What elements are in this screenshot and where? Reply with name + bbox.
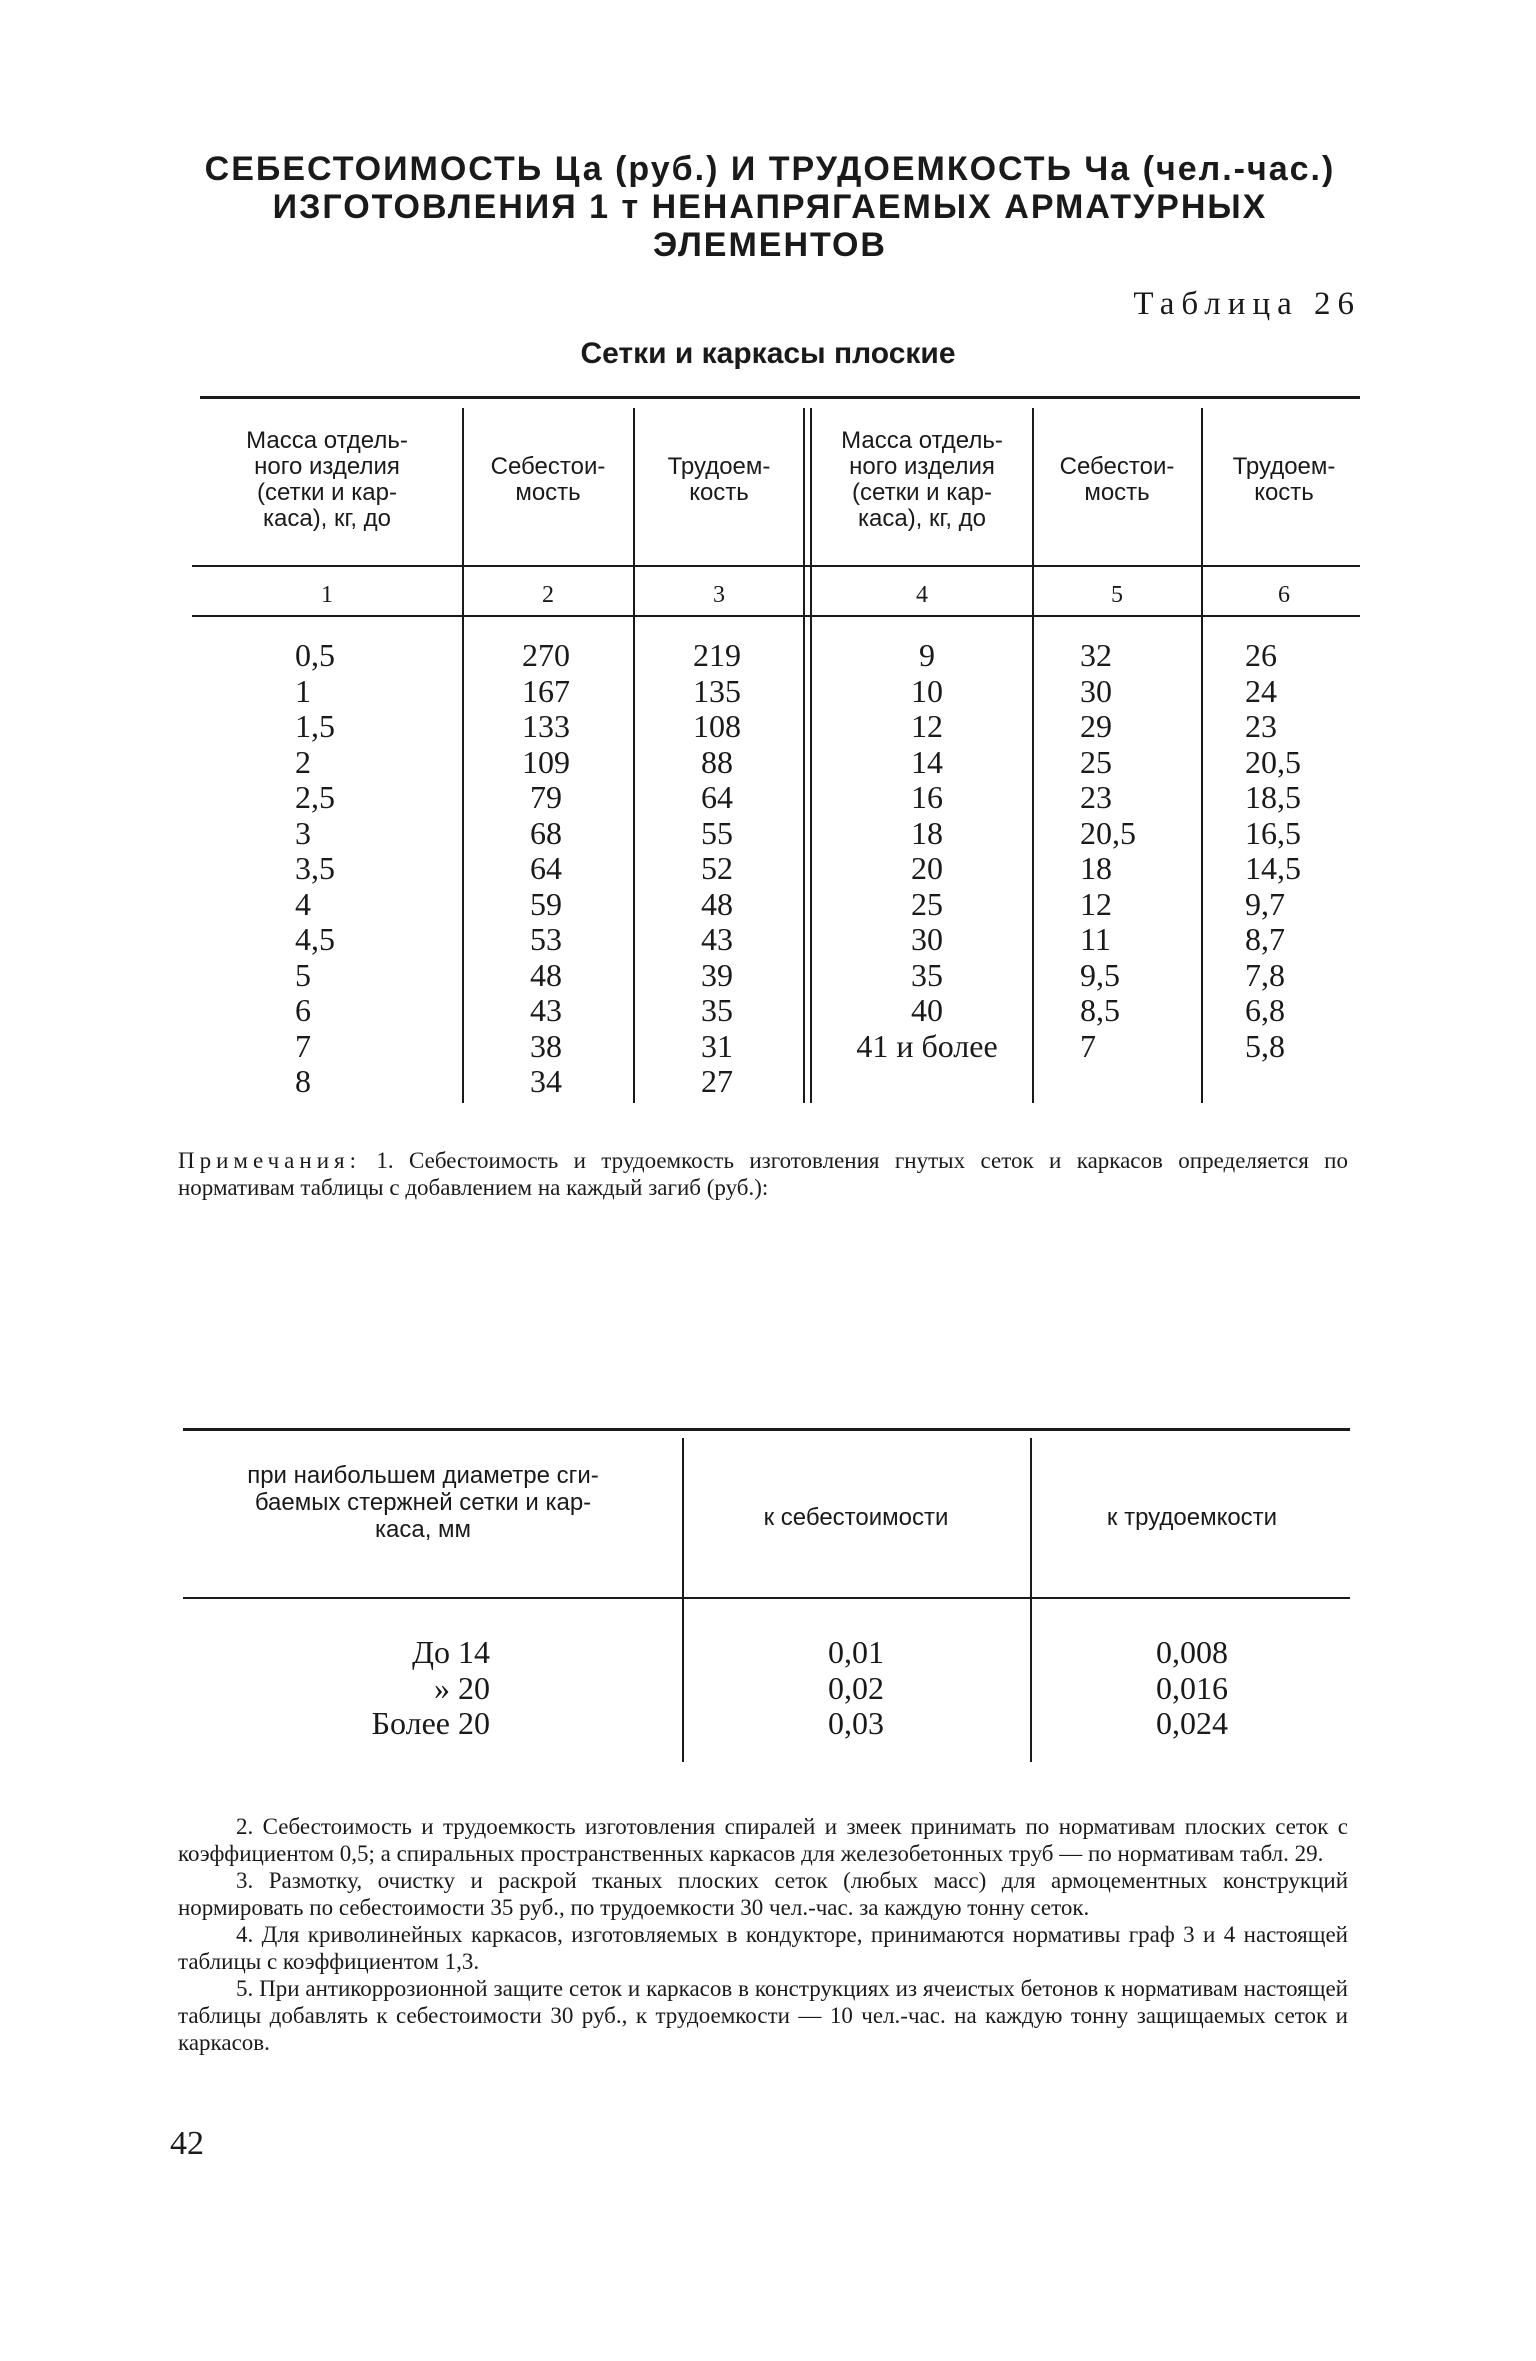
table2-col-cost [686, 1635, 1026, 1742]
table1-header-cost-2: Себестои- мость [1059, 453, 1175, 506]
cell-cost: 59 [530, 885, 562, 922]
cell-labor: 48 [701, 885, 733, 922]
cell-cost: 25 [1080, 743, 1112, 780]
cell-cost: 9,5 [1080, 956, 1120, 993]
table1-col-labor-2 [1245, 638, 1301, 1064]
table1-header-labor-1: Трудоем- кость [667, 453, 771, 506]
cell-cost-coef: 0,02 [828, 1669, 884, 1706]
table2-divider-1 [682, 1438, 684, 1762]
title-line-1: СЕБЕСТОИМОСТЬ Ца (руб.) И ТРУДОЕМКОСТЬ Ча (чел.-час.) [204, 150, 1336, 188]
cell-labor: 8,7 [1245, 921, 1285, 957]
cell-mass: 3 [295, 814, 311, 851]
table1-divider-5 [1201, 408, 1203, 1103]
table2-header-rule [183, 1597, 1350, 1599]
cell-cost: 20,5 [1080, 814, 1136, 851]
cell-labor: 52 [701, 850, 733, 886]
table1-divider-1 [462, 408, 464, 1103]
cell-labor: 39 [701, 956, 733, 993]
cell-mass: 5 [295, 956, 311, 993]
cell-mass: 4,5 [295, 921, 335, 957]
cell-cost: 109 [522, 743, 570, 780]
cell-labor: 9,7 [1245, 885, 1285, 922]
cell-labor-coef: 0,008 [1156, 1634, 1228, 1670]
cell-cost: 32 [1080, 637, 1112, 673]
table1-header-mass-2: Масса отдель- ного изделия (сетки и кар- каса), кг, до [841, 427, 1003, 532]
cell-cost: 79 [530, 779, 562, 815]
cell-diameter: Более 20 [371, 1705, 490, 1741]
cell-labor: 7,8 [1245, 956, 1285, 993]
table1-divider-2 [633, 408, 635, 1103]
cell-mass: 12 [911, 708, 943, 744]
table1-col-cost-1 [466, 638, 626, 1100]
cell-cost-coef: 0,03 [828, 1705, 884, 1741]
table2-top-rule [183, 1428, 1350, 1431]
table1-top-rule [200, 396, 1360, 399]
cell-labor: 43 [701, 921, 733, 957]
table1-header-rule [192, 565, 1360, 567]
notes-intro-text: 1. Себестоимость и трудоемкость изготовления гнутых сеток и каркасов определяется по нормативам таблицы с добавлением на каждый загиб (руб.): [178, 1148, 1348, 1200]
cell-cost-coef: 0,01 [828, 1634, 884, 1670]
cell-labor: 23 [1245, 708, 1277, 744]
title-line-2: ИЗГОТОВЛЕНИЯ 1 т НЕНАПРЯГАЕМЫХ АРМАТУРНЫХ [272, 188, 1268, 226]
cell-labor: 35 [701, 992, 733, 1028]
cell-cost: 53 [530, 921, 562, 957]
table2-header-labor: к трудоемкости [1106, 1504, 1278, 1531]
cell-labor: 219 [693, 637, 741, 673]
document-title [150, 150, 1390, 264]
cell-cost: 34 [530, 1063, 562, 1099]
cell-labor: 20,5 [1245, 743, 1301, 780]
cell-cost: 133 [522, 708, 570, 744]
cell-mass: 18 [911, 814, 943, 851]
cell-labor: 14,5 [1245, 850, 1301, 886]
table1-header-labor-2: Трудоем- кость [1232, 453, 1336, 506]
cell-mass: 2 [295, 743, 311, 780]
cell-mass: 14 [911, 743, 943, 780]
cell-mass: 0,5 [295, 637, 335, 673]
cell-labor: 27 [701, 1063, 733, 1099]
table2-header-diameter: при наибольшем диаметре сги- баемых стержней сетки и кар- каса, мм [247, 1462, 599, 1543]
cell-cost: 270 [522, 637, 570, 673]
cell-labor: 31 [701, 1027, 733, 1064]
cell-labor: 5,8 [1245, 1027, 1285, 1064]
cell-labor: 135 [693, 672, 741, 709]
table1-col-mass-1 [295, 638, 335, 1100]
page-number: 42 [170, 2125, 204, 2162]
cell-cost: 8,5 [1080, 992, 1120, 1028]
table2-header-cost: к себестоимости [763, 1504, 949, 1531]
cell-cost: 18 [1080, 850, 1112, 886]
table1-col-labor-1 [637, 638, 797, 1100]
note-3: 3. Размотку, очистку и раскрой тканых плоских сеток (любых масс) для армоцементных конструкций нормировать по себестоимости 35 руб., по трудоемкости 30 чел.-час. за каждую тонну сеток. [178, 1868, 1348, 1920]
table2-col-labor [1034, 1635, 1350, 1742]
colnum-1: 1 [321, 582, 333, 608]
cell-mass: 16 [911, 779, 943, 815]
notes-intro [178, 1147, 1348, 1201]
cell-cost: 167 [522, 672, 570, 709]
cell-labor: 16,5 [1245, 814, 1301, 851]
title-line-3: ЭЛЕМЕНТОВ [653, 226, 887, 264]
cell-mass: 9 [919, 637, 935, 673]
cell-cost: 12 [1080, 885, 1112, 922]
notes-list [178, 1813, 1348, 2056]
table2-col-diameter [186, 1635, 490, 1742]
cell-diameter: До 14 [412, 1634, 490, 1670]
notes-label: Примечания: [178, 1148, 361, 1173]
cell-cost: 64 [530, 850, 562, 886]
cell-diameter: » 20 [434, 1669, 490, 1706]
note-5: 5. При антикоррозионной защите сеток и каркасов в конструкциях из ячеистых бетонов к нормативам настоящей таблицы добавлять к себестоимости 30 руб., к трудоемкости — 10 чел.-час. на каждую тонну защищаемых сеток и каркасов. [178, 1976, 1348, 2055]
table1-header-mass-1: Масса отдель- ного изделия (сетки и кар- каса), кг, до [246, 427, 408, 532]
cell-labor: 55 [701, 814, 733, 851]
cell-labor: 26 [1245, 637, 1277, 673]
cell-mass: 40 [911, 992, 943, 1028]
cell-mass: 4 [295, 885, 311, 922]
cell-mass: 41 и более [856, 1027, 998, 1064]
table1-colnum-rule [192, 615, 1360, 617]
colnum-5: 5 [1111, 582, 1123, 608]
cell-labor-coef: 0,016 [1156, 1669, 1228, 1706]
cell-cost: 11 [1080, 921, 1111, 957]
colnum-6: 6 [1278, 582, 1290, 608]
cell-mass: 20 [911, 850, 943, 886]
note-4: 4. Для криволинейных каркасов, изготовляемых в кондукторе, принимаются нормативы граф 3 и 4 настоящей таблицы с коэффициентом 1,3. [178, 1922, 1348, 1974]
cell-cost: 30 [1080, 672, 1112, 709]
cell-labor: 18,5 [1245, 779, 1301, 815]
cell-labor-coef: 0,024 [1156, 1705, 1228, 1741]
table-label: Таблица 26 [1133, 286, 1361, 322]
cell-mass: 6 [295, 992, 311, 1028]
cell-labor: 108 [693, 708, 741, 744]
cell-mass: 25 [911, 885, 943, 922]
cell-labor: 6,8 [1245, 992, 1285, 1028]
cell-mass: 1 [295, 672, 311, 709]
cell-labor: 64 [701, 779, 733, 815]
cell-mass: 10 [911, 672, 943, 709]
cell-cost: 38 [530, 1027, 562, 1064]
cell-mass: 30 [911, 921, 943, 957]
cell-cost: 43 [530, 992, 562, 1028]
table-subtitle: Сетки и каркасы плоские [580, 337, 956, 370]
cell-cost: 23 [1080, 779, 1112, 815]
colnum-4: 4 [916, 582, 928, 608]
cell-labor: 24 [1245, 672, 1277, 709]
colnum-3: 3 [713, 582, 725, 608]
cell-cost: 68 [530, 814, 562, 851]
cell-cost: 48 [530, 956, 562, 993]
table1-divider-3a [803, 408, 805, 1103]
colnum-2: 2 [542, 582, 554, 608]
table1-col-mass-2 [812, 638, 1042, 1064]
note-2: 2. Себестоимость и трудоемкость изготовления спиралей и змеек принимать по нормативам плоских сеток с коэффициентом 0,5; а спиральных пространственных каркасов для железобетонных труб — по нормативам табл. 29. [178, 1814, 1348, 1866]
cell-mass: 35 [911, 956, 943, 993]
cell-labor: 88 [701, 743, 733, 780]
cell-mass: 7 [295, 1027, 311, 1064]
cell-mass: 2,5 [295, 779, 335, 815]
table2-divider-2 [1030, 1438, 1032, 1762]
cell-mass: 8 [295, 1063, 311, 1099]
cell-mass: 1,5 [295, 708, 335, 744]
table1-header-cost-1: Себестои- мость [490, 453, 606, 506]
cell-cost: 7 [1080, 1027, 1096, 1064]
cell-mass: 3,5 [295, 850, 335, 886]
cell-cost: 29 [1080, 708, 1112, 744]
table1-col-cost-2 [1080, 638, 1136, 1064]
